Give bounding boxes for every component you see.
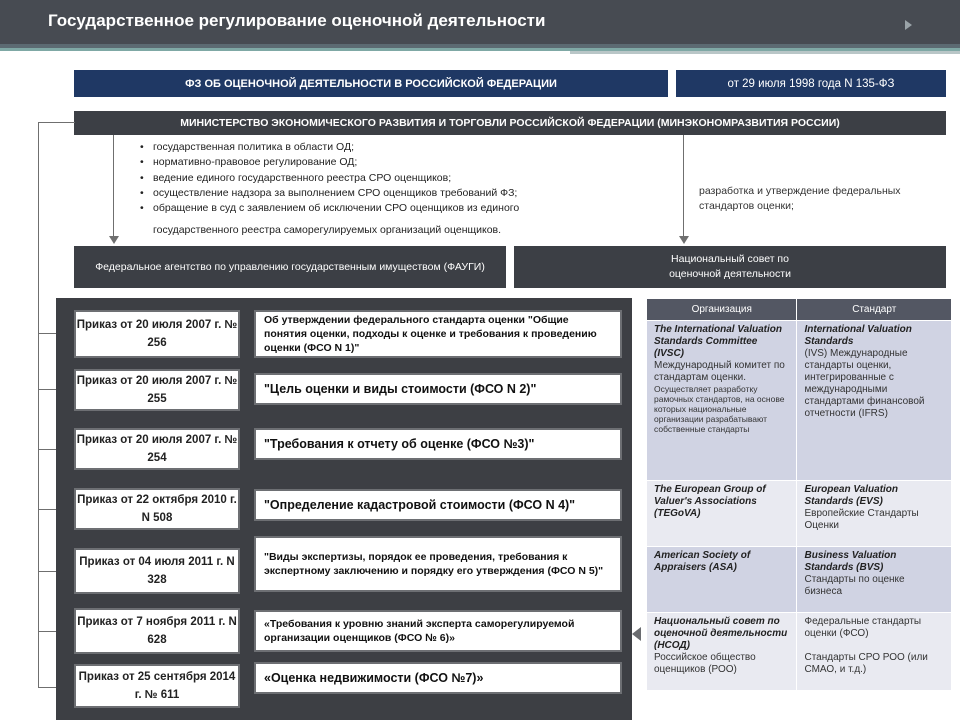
standard-label: «Оценка недвижимости (ФСО №7)»	[264, 671, 484, 685]
order-label: Приказ от 22 октября 2010 г. N 508	[77, 494, 237, 524]
order-box	[74, 310, 240, 358]
list-item: • ведение единого государственного реестра СРО оценщиков;	[138, 171, 519, 186]
std-name: Business Valuation Standards (BVS)	[804, 550, 897, 573]
table-cell	[797, 481, 952, 547]
table-cell	[647, 481, 797, 547]
org-name: Национальный совет по оценочной деятельности (НСОД)	[654, 616, 788, 651]
arrow-down-icon	[109, 236, 119, 244]
council-title: Национальный совет по оценочной деятельности	[669, 253, 791, 280]
standard-label: Об утверждении федерального стандарта оценки "Общие понятия оценки, подходы к оценке и требования к проведению оценки (ФСО N 1)"	[264, 314, 597, 354]
order-box	[74, 369, 240, 411]
std-desc: (IVS) Международные стандарты оценки, интегрированные с международными стандартами финансовой отчетности (IFRS)	[804, 348, 925, 419]
standards-table	[646, 298, 952, 691]
arrow-down-icon	[679, 236, 689, 244]
std-name: European Valuation Standards (EVS)	[804, 484, 899, 507]
arrow-left-icon	[632, 627, 641, 641]
agency-box	[74, 246, 506, 288]
standard-label: "Требования к отчету об оценке (ФСО №3)"	[264, 437, 535, 451]
list-item: • осуществление надзора за выполнением СРО оценщиков требований ФЗ;	[138, 186, 519, 201]
arrow-line	[113, 135, 114, 238]
table-cell	[797, 547, 952, 613]
play-arrow-icon	[905, 20, 912, 30]
order-label: Приказ от 20 июля 2007 г. № 255	[76, 375, 238, 405]
standard-label: «Требования к уровню знаний эксперта саморегулируемой организации оценщиков (ФСО № 6)»	[264, 618, 575, 644]
order-box	[74, 608, 240, 654]
org-desc: Международный комитет по стандартам оценки.	[654, 360, 785, 383]
ministry-box	[74, 111, 946, 135]
standard-box	[254, 536, 622, 592]
org-desc: Российское общество оценщиков (РОО)	[654, 652, 756, 675]
table-row	[647, 547, 952, 613]
order-box	[74, 488, 240, 530]
order-label: Приказ от 20 июля 2007 г. № 256	[76, 319, 238, 349]
table-cell	[797, 321, 952, 481]
law-title: ФЗ ОБ ОЦЕНОЧНОЙ ДЕЯТЕЛЬНОСТИ В РОССИЙСКОЙ ФЕДЕРАЦИИ	[185, 77, 557, 90]
law-date-box	[676, 70, 946, 97]
table-row	[647, 613, 952, 691]
table-row	[647, 481, 952, 547]
standard-label: "Цель оценки и виды стоимости (ФСО N 2)"	[264, 382, 537, 396]
page-title: Государственное регулирование оценочной деятельности	[48, 11, 546, 30]
std-desc-2: Стандарты СРО РОО (или СМАО, и т.д.)	[804, 652, 928, 675]
org-name: American Society of Appraisers (ASA)	[654, 550, 751, 573]
std-desc: Стандарты по оценке бизнеса	[804, 574, 905, 597]
order-box	[74, 428, 240, 470]
law-date: от 29 июля 1998 года N 135-ФЗ	[727, 77, 895, 90]
order-label: Приказ от 20 июля 2007 г. № 254	[76, 434, 238, 464]
column-header-organization: Организация	[647, 299, 797, 321]
agency-title: Федеральное агентство по управлению государственным имуществом (ФАУГИ)	[95, 260, 485, 273]
council-box	[514, 246, 946, 288]
order-box	[74, 664, 240, 708]
header-stripe-light	[570, 51, 960, 54]
standard-box	[254, 662, 622, 694]
standard-label: "Определение кадастровой стоимости (ФСО N 4)"	[264, 498, 576, 512]
list-item: • государственная политика в области ОД;	[138, 140, 519, 155]
table-header-row	[647, 299, 952, 321]
table-row	[647, 321, 952, 481]
order-label: Приказ от 7 ноября 2011 г. N 628	[77, 616, 237, 646]
ministry-functions-list	[138, 140, 519, 216]
table-cell	[797, 613, 952, 691]
law-title-box	[74, 70, 668, 97]
standard-box	[254, 489, 622, 521]
connector-line	[38, 122, 75, 123]
list-item: • обращение в суд с заявлением об исключении СРО оценщиков из единого	[138, 201, 519, 216]
standard-box	[254, 373, 622, 405]
arrow-line	[683, 135, 684, 238]
standard-box	[254, 610, 622, 652]
order-label: Приказ от 25 сентября 2014 г. № 611	[78, 671, 236, 701]
std-desc: Европейские Стандарты Оценки	[804, 508, 919, 531]
column-header-standard: Стандарт	[797, 299, 952, 321]
order-label: Приказ от 04 июля 2011 г. N 328	[79, 556, 235, 586]
functions-continuation: государственного реестра саморегулируемых организаций оценщиков.	[153, 224, 502, 236]
table-cell	[647, 613, 797, 691]
standard-label: "Виды экспертизы, порядок ее проведения, требования к экспертному заключению и порядку его утверждения (ФСО N 5)"	[264, 551, 604, 577]
standard-box	[254, 428, 622, 460]
table-cell	[647, 321, 797, 481]
std-name: International Valuation Standards	[804, 324, 912, 347]
org-note: Осуществляет разработку рамочных стандартов, на основе которых национальные организации разрабатывают собственные стандарты	[654, 384, 785, 434]
table-cell	[647, 547, 797, 613]
connector-line-vertical	[38, 122, 39, 688]
org-name: The European Group of Valuer's Associations (TEGoVA)	[654, 484, 766, 519]
standards-note: разработка и утверждение федеральных стандартов оценки;	[699, 185, 901, 212]
list-item: • нормативно-правовое регулирование ОД;	[138, 155, 519, 170]
order-box	[74, 548, 240, 594]
org-name: The International Valuation Standards Committee (IVSC)	[654, 324, 782, 359]
ministry-title: МИНИСТЕРСТВО ЭКОНОМИЧЕСКОГО РАЗВИТИЯ И ТОРГОВЛИ РОССИЙСКОЙ ФЕДЕРАЦИИ (МИНЭКОНОМРАЗВИТИЯ РОССИИ)	[180, 116, 840, 129]
standard-box	[254, 310, 622, 358]
std-desc: Федеральные стандарты оценки (ФСО)	[804, 616, 922, 639]
